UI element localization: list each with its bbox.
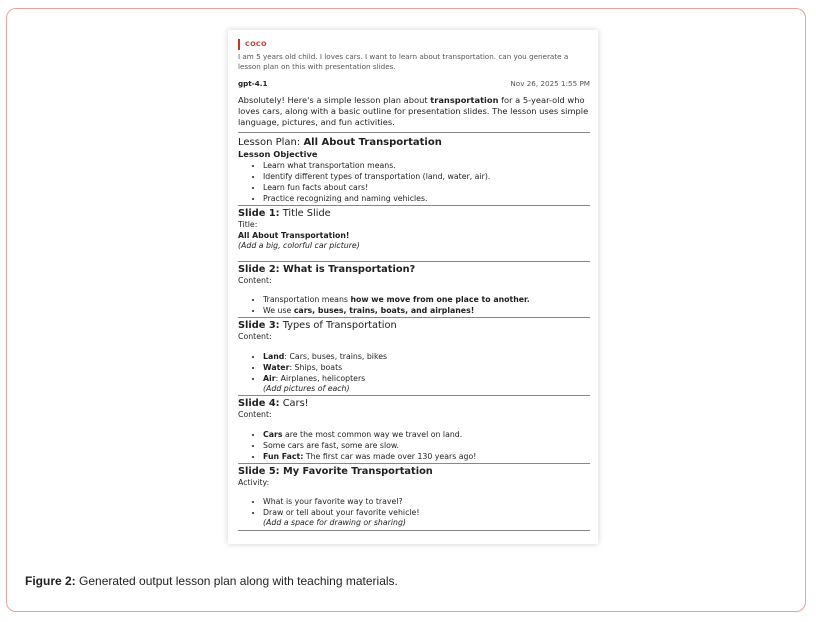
slide-4-list xyxy=(238,429,590,462)
list-item xyxy=(263,305,590,316)
slide-4-heading xyxy=(238,398,590,410)
slide-5-note: (Add a space for drawing or sharing) xyxy=(263,518,406,527)
response-meta xyxy=(238,78,590,89)
item-bold: Water xyxy=(263,362,290,372)
item-text: The first car was made over 130 years ago! xyxy=(303,451,477,461)
intro-bold: transportation xyxy=(430,95,499,105)
item-bold: Air xyxy=(263,373,276,383)
slide-5-field: Activity: xyxy=(238,477,270,487)
slide-1-note: (Add a big, colorful car picture) xyxy=(238,241,360,250)
lesson-title xyxy=(238,136,590,149)
intro-post: for a 5-year-old who loves cars, along with a basic outline for presentation slides. The lesson uses simple language, pictures, and fun activities. xyxy=(238,95,589,127)
item-text: : Cars, buses, trains, bikes xyxy=(284,351,388,361)
divider xyxy=(238,530,590,531)
item-text: We use xyxy=(263,306,294,315)
slide-5-heading: Slide 5: My Favorite Transportation xyxy=(238,465,433,477)
list-item: • Identify different types of transportation (land, water, air). xyxy=(263,171,590,182)
slide-3-label: Slide 3: xyxy=(238,320,280,331)
user-accent-bar xyxy=(238,39,240,50)
list-item xyxy=(263,294,590,305)
lesson-title-bold: All About Transportation xyxy=(303,137,442,148)
caption-label: Figure 2: xyxy=(25,574,76,588)
item-text: are the most common way we travel on land. xyxy=(282,429,463,439)
slide-4-title: Cars! xyxy=(279,398,309,409)
item-bold: Cars xyxy=(263,429,283,439)
intro-pre: Absolutely! Here's a simple lesson plan about xyxy=(238,95,431,105)
item-bold: cars, buses, trains, boats, and airplanes! xyxy=(293,306,475,315)
list-item: • Learn fun facts about cars! xyxy=(263,182,590,193)
list-item: • What is your favorite way to travel? xyxy=(263,496,590,507)
list-item xyxy=(263,429,590,440)
divider xyxy=(238,261,590,262)
slide-2-field: Content: xyxy=(238,275,272,285)
slide-4-field: Content: xyxy=(238,410,272,419)
list-item xyxy=(263,351,590,362)
divider xyxy=(238,132,590,133)
slide-1-label: Slide 1: xyxy=(238,208,280,219)
list-item: • Some cars are fast, some are slow. xyxy=(263,440,590,451)
item-bold: how we move from one place to another. xyxy=(350,295,530,304)
slide-4-label: Slide 4: xyxy=(238,398,280,409)
slide-3-field: Content: xyxy=(238,332,272,341)
model-name: gpt-4.1 xyxy=(238,79,268,88)
divider xyxy=(238,317,590,318)
slide-3-note: (Add pictures of each) xyxy=(263,383,350,393)
objective-list xyxy=(238,160,590,204)
list-item xyxy=(263,373,590,384)
slide-5-list xyxy=(238,496,590,518)
item-text: : Airplanes, helicopters xyxy=(275,373,366,383)
list-item xyxy=(263,451,590,462)
user-message-header xyxy=(238,38,590,50)
caption-text: Generated output lesson plan along with teaching materials. xyxy=(75,574,398,588)
slide-1-value: All About Transportation! xyxy=(238,230,350,240)
figure-caption xyxy=(25,574,398,588)
objective-heading: Lesson Objective xyxy=(238,149,318,159)
item-text: Transportation means xyxy=(263,295,351,304)
list-item xyxy=(263,362,590,373)
response-intro xyxy=(238,95,590,128)
slide-3-title: Types of Transportation xyxy=(279,320,397,331)
response-timestamp: Nov 26, 2025 1:55 PM xyxy=(510,79,590,88)
divider xyxy=(238,205,590,206)
item-text: : Ships, boats xyxy=(289,362,343,372)
slide-1-title: Title Slide xyxy=(279,208,331,219)
list-item: • Draw or tell about your favorite vehicle! xyxy=(263,507,590,518)
slide-3-heading xyxy=(238,320,590,332)
slide-1-field: Title: xyxy=(238,220,258,229)
lesson-plan-screenshot xyxy=(228,30,598,544)
list-item: • Learn what transportation means. xyxy=(263,160,590,171)
slide-2-heading: Slide 2: What is Transportation? xyxy=(238,263,416,275)
user-name: COCO xyxy=(245,39,267,48)
list-item: • Practice recognizing and naming vehicles. xyxy=(263,193,590,204)
slide-3-list xyxy=(238,351,590,384)
divider xyxy=(238,395,590,396)
item-bold: Fun Fact: xyxy=(263,451,304,461)
chat-content xyxy=(238,38,590,533)
user-prompt: I am 5 years old child. I loves cars. I want to learn about transportation. can you generate a lesson plan on this with presentation slides. xyxy=(238,52,569,71)
lesson-title-pre: Lesson Plan: xyxy=(238,137,304,148)
item-bold: Land xyxy=(263,351,285,361)
slide-2-list xyxy=(238,294,590,316)
slide-1-heading xyxy=(238,208,590,220)
divider xyxy=(238,463,590,464)
